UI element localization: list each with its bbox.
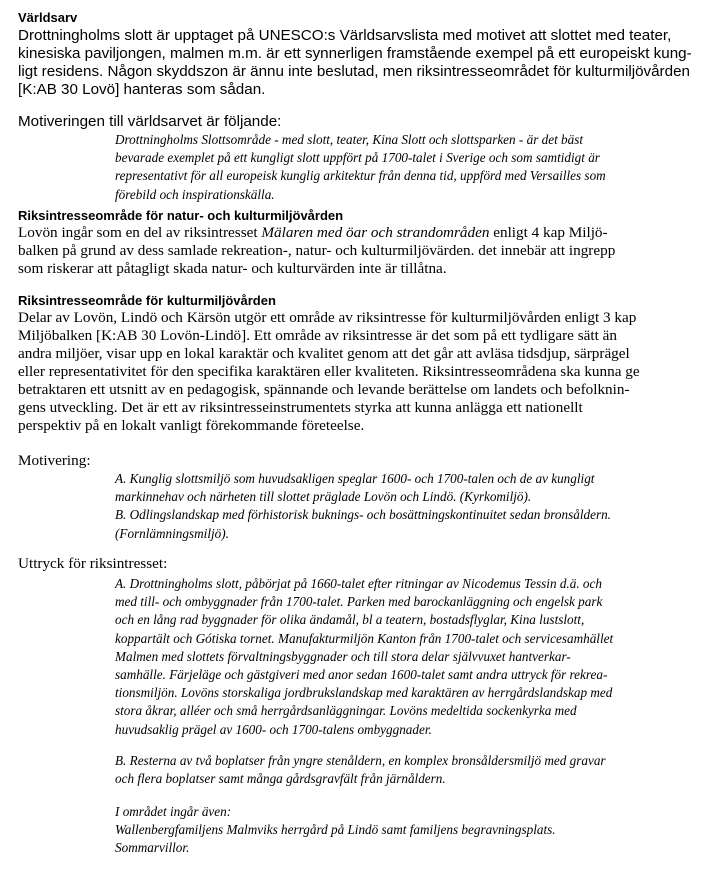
list-line: markinnehav och närheten till slottet präglade Lovön och Lindö. (Kyrkomiljö). (115, 489, 532, 505)
section-heading-cultural: Riksintresseområde för kulturmiljövården (18, 293, 276, 308)
paragraph-line: betraktaren ett utsnitt av en pedagogisk, spännande och levande berättelse om landets och befolknin- (18, 381, 630, 398)
list-line: Sommarvillor. (115, 840, 190, 856)
list-line: samhälle. Färjeläge och gästgiveri med anor sedan 1600-talet samt andra uttryck för rekrea- (115, 667, 608, 683)
emphasized-area-name: Mälaren med öar och strandområden (261, 224, 490, 241)
paragraph-line (18, 224, 615, 242)
list-line: tionsmiljön. Lovöns storskaliga jordbrukslandskap med karaktären av herrgårdslandskap med (115, 685, 613, 701)
list-line: B. Odlingslandskap med förhistorisk buknings- och bosättningskontinuitet sedan bronsåldern. (115, 507, 611, 523)
uttryck-list-a (115, 575, 613, 739)
list-line: och en lång rad byggnader för olika ändamål, bl a teatern, bostadsflyglar, Kina lustslott, (115, 612, 585, 628)
list-line: stora åkrar, alléer och små herrgårdsanläggningar. Lovöns medeltida sockenkyrka med (115, 703, 577, 719)
motivering-list (115, 470, 611, 543)
paragraph-line: perspektiv på en lokalt vanligt förekommande företeelse. (18, 417, 365, 434)
list-line: koppartält och Gótiska tornet. Manufakturmiljön Kanton från 1700-talet och servicesamhället (115, 630, 614, 646)
paragraph-line: ligt residens. Någon skyddszon är ännu inte beslutad, men riksintresseområdet för kulturmiljövården (18, 63, 690, 80)
world-heritage-quote (115, 131, 606, 204)
paragraph-line: eller representativitet för den specifika karaktären eller kvaliteten. Riksintresseområdena ska kunna ge (18, 363, 640, 380)
quote-line: representativt för all europeisk kunglig arkitektur från denna tid, uppförd med Versailles som (115, 168, 606, 184)
paragraph-line: andra miljöer, visar upp en lokal karaktär och kvalitet genom att det går att avläsa tidsdjup, särprägel (18, 345, 630, 362)
list-line: B. Resterna av två boplatser från yngre stenåldern, en komplex bronsåldersmiljö med gravar (115, 753, 606, 768)
uttryck-list-b (115, 752, 606, 788)
paragraph-line: Miljöbalken [K:AB 30 Lovön-Lindö]. Ett område av riksintresse är det som på ett tydligare sätt än (18, 327, 617, 344)
cultural-paragraph (18, 309, 640, 435)
uttryck-also-included (115, 803, 556, 858)
list-line: Malmen med slottets förvaltningsbyggnader och till stora delar självvuxet hantverkar- (115, 648, 571, 664)
quote-line: förebild och inspirationskälla. (115, 186, 275, 202)
section-heading-world-heritage: Världsarv (18, 10, 78, 25)
list-line: I området ingår även: (115, 804, 232, 819)
uttryck-label: Uttryck för riksintresset: (18, 555, 168, 572)
paragraph-line: Delar av Lovön, Lindö och Kärsön utgör ett område av riksintresse för kulturmiljövården enligt 3 kap (18, 309, 637, 326)
list-line: med till- och ombyggnader från 1700-talet. Parken med barockanläggning och engelsk park (115, 594, 603, 610)
paragraph-line: balken på grund av dess samlade rekreation-, natur- och kulturmiljövärden. det innebär att ingrepp (18, 242, 616, 259)
quote-line: Drottningholms Slottsområde - med slott, teater, Kina Slott och slottsparken - är det bäst (115, 132, 584, 147)
quote-line: bevarade exemplet på ett kungligt slott uppfört på 1700-talet i Sverige och som samtidigt är (115, 150, 600, 166)
paragraph-line: gens utveckling. Det är ett av riksintresseinstrumentets styrka att kunna anlägga ett nationellt (18, 399, 583, 416)
motivation-intro: Motiveringen till världsarvet är följande: (18, 113, 282, 130)
paragraph-text: enligt 4 kap Miljö- (489, 224, 608, 241)
paragraph-line: Drottningholms slott är upptaget på UNESCO:s Världsarvslista med motivet att slottet med teater, (18, 27, 672, 44)
list-line: Wallenbergfamiljens Malmviks herrgård på Lindö samt familjens begravningsplats. (115, 822, 556, 838)
motivering-label: Motivering: (18, 452, 91, 469)
paragraph-line: som riskerar att påtagligt skada natur- och kulturvärden inte är tillåtna. (18, 260, 447, 277)
list-line: (Fornlämningsmiljö). (115, 525, 229, 541)
list-line: huvudsaklig prägel av 1600- och 1700-talens ombyggnader. (115, 721, 432, 737)
paragraph-line: kinesiska paviljongen, malmen m.m. är ett synnerligen framstående exempel på ett europeiskt kung- (18, 45, 692, 62)
paragraph-text: Lovön ingår som en del av riksintresset (18, 224, 262, 241)
natural-cultural-paragraph (18, 224, 615, 278)
world-heritage-paragraph (18, 27, 692, 99)
section-heading-natural-cultural: Riksintresseområde för natur- och kulturmiljövården (18, 208, 344, 223)
list-line: och flera boplatser samt många gårdsgravfält från järnåldern. (115, 771, 446, 787)
paragraph-line: [K:AB 30 Lovö] hanteras som sådan. (18, 81, 266, 98)
list-line: A. Drottningholms slott, påbörjat på 1660-talet efter ritningar av Nicodemus Tessin d.ä. och (115, 576, 602, 591)
list-line: A. Kunglig slottsmiljö som huvudsakligen speglar 1600- och 1700-talen och de av kungligt (115, 471, 595, 486)
